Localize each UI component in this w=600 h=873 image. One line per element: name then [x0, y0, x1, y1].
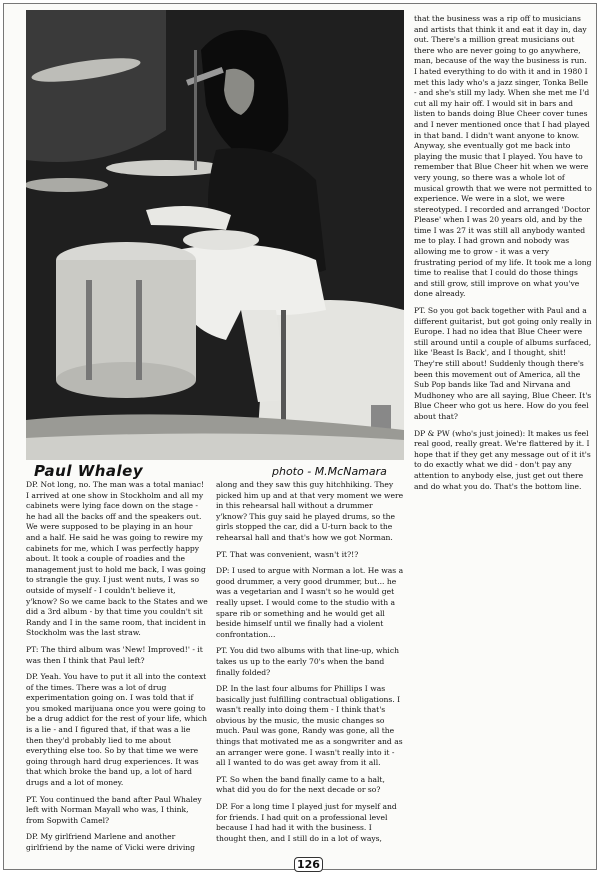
paragraph: DP. For a long time I played just for myself and for friends. I had quit on a professional level because I had had it with the business. I thought then, and I still do in a lot of ways,: [216, 802, 397, 843]
page-number: 126: [294, 857, 323, 872]
drummer-photo-illustration: [26, 10, 404, 460]
paragraph: DP: I used to argue with Norman a lot. He was a good drummer, a very good drummer, but... he was a vegetarian and I wasn't so he would get really upset. I would come to the studio with a spare rib or something and he would get all beside himself until we finally had a violent confrontation...: [216, 566, 404, 639]
paragraph: PT. You continued the band after Paul Whaley left with Norman Mayall who was, I think, from Sopwith Camel?: [26, 794, 202, 825]
paragraph: along and they saw this guy hitchhiking. They picked him up and at that very moment we were in this rehearsal hall without a drummer y'know? This guy said he played drums, so the girls stopped the car, did a U-turn back to the rehearsal hall and that's how we got Norman.: [216, 480, 404, 542]
paragraph: DP. Yeah. You have to put it all into the context of the times. There was a lot of drug experimentation going on. I was told that if you smoked marijuana once you were going to be a drug addict for the rest of your life, which is a lie - and I figured that, if that was a lie then they'd probably lied to me about everything else too. So by that time we were going through hard drug experiences. It was that which broke the band up, a lot of hard drugs and a lot of money.: [26, 672, 208, 788]
right-column: [414, 14, 592, 498]
paragraph: DP. My girlfriend Marlene and another girlfriend by the name of Vicki were driving: [26, 832, 196, 852]
paragraph: DP. Not long, no. The man was a total maniac! I arrived at one show in Stockholm and all my cabinets were lying face down on the stage - he had all the backs off and the speakers out. We were supposed to be playing in an hour and a half. He said he was going to rewire my cabinets for me, which I was perfectly happy about. It took a couple of roadies and the management just to hold me back, I was going to strangle the guy. I just went nuts, I was so outside of myself - I couldn't believe it, y'know? So we came back to the States and we did a 3rd album - by that time you couldn't sit Randy and I in the same room, that incident in Stockholm was the last straw.: [26, 480, 208, 638]
paragraph: that the business was a rip off to musicians and artists that think it and eat it day in, day out. There's a million great musicians out there who are never going to go anywhere, man, because of the way the business is run. I hated everything to do with it and in 1980 I met this lady who's a jazz singer, Tonka Belle - and she's still my lady. When she met me I'd cut all my hair off. I would sit in bars and listen to bands doing Blue Cheer cover tunes and I never mentioned once that I had played in that band. I didn't want anyone to know. Anyway, she eventually got me back into playing the music that I played. You have to remember that Blue Cheer hit when we were very young, so there was a whole lot of musical growth that we were not permitted to experience. We were in a slot, we were stereotyped. I recorded and arranged 'Doctor Please' when I was 20 years old, and by the time I was 27 it was still all anybody wanted me to play. I had grown and nobody was allowing me to grow - it was a very frustrating period of my life. It took me a long time to realise that I could do those things and still grow, still improve on what you've done already.: [414, 14, 592, 299]
paragraph: DP & PW (who's just joined): It makes us feel real good, really great. We're flattered by it. I hope that if they get any message out of it it's to do exactly what we did - don't pay any attention to anybody else, just get out there and do what you do. That's the bottom line.: [414, 428, 591, 491]
paragraph: PT. So you got back together with Paul and a different guitarist, but got going only really in Europe. I had no idea that Blue Cheer were still around until a couple of albums surfaced, like 'Beast Is Back', and I thought, shit! They're still about! Suddenly though there's been this movement out of America, all the Sub Pop bands like Tad and Nirvana and Mudhoney who are all saying, Blue Cheer. It's Blue Cheer who got us here. How do you feel about that?: [414, 306, 592, 421]
middle-column: [216, 480, 404, 850]
drummer-photo: [26, 10, 404, 460]
paragraph: PT. That was convenient, wasn't it?!?: [216, 549, 359, 559]
paragraph: PT: The third album was 'New! Improved!' - it was then I think that Paul left?: [26, 644, 203, 665]
left-column: [26, 480, 208, 860]
photo-caption-name: Paul Whaley: [34, 462, 144, 480]
magazine-page: [3, 3, 597, 870]
paragraph: DP. In the last four albums for Phillips I was basically just fulfilling contractual obligations. I wasn't really into doing them - I think that's obvious by the music, the music changes so much. Paul was gone, Randy was gone, all the things that motivated me as a songwriter and as an arranger were gone. I wasn't really into it - all I wanted to do was get away from it all.: [216, 684, 403, 768]
paragraph: PT. You did two albums with that line-up, which takes us up to the early 70's when the band finally folded?: [216, 646, 400, 677]
photo-credit: photo - M.McNamara: [272, 465, 387, 478]
paragraph: PT. So when the band finally came to a halt, what did you do for the next decade or so?: [216, 774, 385, 795]
